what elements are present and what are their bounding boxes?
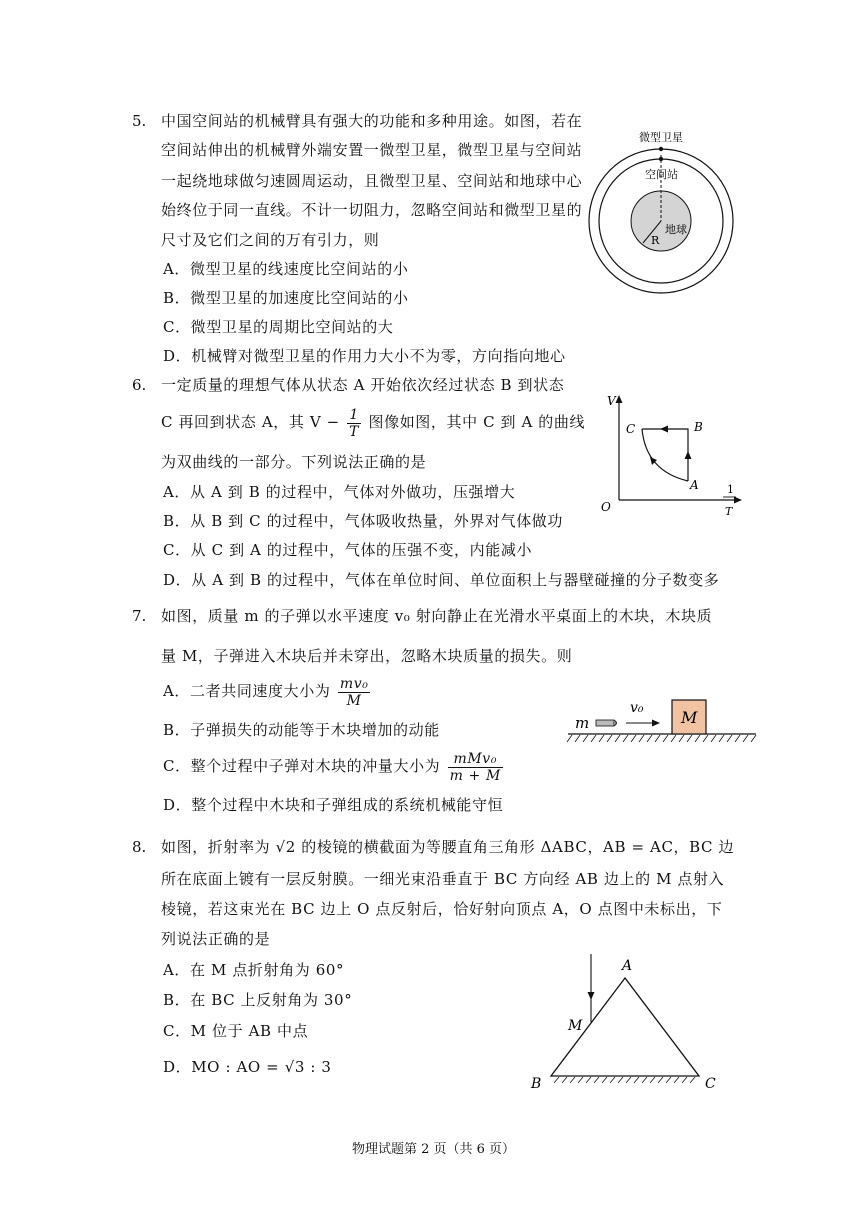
q6-line-2b: 图像如图，其中 C 到 A 的曲线 (368, 413, 586, 431)
q6-origin-o: O (601, 500, 611, 514)
q5-label-earth: 地球 (665, 223, 687, 236)
q5-label-radius: R (651, 234, 660, 247)
q7-label-block-m: M (681, 708, 698, 727)
q5-line-3: 一起绕地球做匀速圆周运动，且微型卫星、空间站和地球中心 (161, 172, 583, 190)
q6-option-d: D．从 A 到 B 的过程中，气体在单位时间、单位面积上与器壁碰撞的分子数变多 (163, 571, 720, 589)
q7-option-c: C．整个过程中子弹对木块的冲量大小为 $\frac{\text{mMv₀}}{m + M}$ (163, 750, 501, 784)
q8-point-m: M (568, 1018, 583, 1034)
q6-inverse-t-fraction: $\frac{1}{T}$ (349, 406, 360, 440)
q6-option-b: B．从 B 到 C 的过程中，气体吸收热量，外界对气体做功 (163, 512, 563, 530)
q8-line-4: 列说法正确的是 (161, 930, 271, 948)
q6-option-c: C．从 C 到 A 的过程中，气体的压强不变，内能减小 (163, 541, 533, 559)
q8-vertex-a: A (622, 958, 633, 974)
q8-vertex-b: B (531, 1076, 542, 1092)
q5-option-c: C．微型卫星的周期比空间站的大 (163, 318, 394, 336)
q6-axis-x-numerator: 1 (727, 483, 734, 496)
q5-number: 5. (132, 112, 147, 130)
q5-label-station: 空间站 (645, 168, 678, 181)
q8-option-a: A．在 M 点折射角为 60° (163, 961, 345, 979)
q6-point-b: B (694, 420, 703, 434)
q5-orbit-figure (585, 125, 745, 305)
q6-axis-x-denominator: T (725, 505, 733, 518)
q7-option-b: B．子弹损失的动能等于木块增加的动能 (163, 721, 440, 739)
q5-label-satellite: 微型卫星 (639, 131, 683, 144)
q8-number: 8. (132, 838, 147, 856)
q5-option-d: D．机械臂对微型卫星的作用力大小不为零，方向指向地心 (163, 347, 566, 365)
page-footer: 物理试题第 2 页（共 6 页） (351, 1142, 516, 1157)
q7-label-m: m (575, 714, 590, 732)
q6-axis-v: V (607, 394, 616, 408)
q7-number: 7. (132, 607, 147, 625)
q5-option-a: A．微型卫星的线速度比空间站的小 (163, 260, 409, 278)
q6-option-a: A．从 A 到 B 的过程中，气体对外做功，压强增大 (163, 483, 516, 501)
q8-vertex-c: C (705, 1076, 716, 1092)
q6-line-2a: C 再回到状态 A，其 V − (161, 413, 340, 431)
q6-line-1: 一定质量的理想气体从状态 A 开始依次经过状态 B 到状态 (161, 376, 565, 394)
q6-line-3: 为双曲线的一部分。下列说法正确的是 (161, 453, 427, 471)
q7-option-c-fraction: $\frac{\text{mMv₀}}{m + M}$ (449, 750, 501, 784)
q5-line-5: 尺寸及它们之间的万有引力，则 (161, 231, 380, 249)
q6-point-a: A (690, 478, 699, 492)
q5-option-b: B．微型卫星的加速度比空间站的小 (163, 289, 409, 307)
q7-label-v0: v₀ (630, 700, 644, 716)
q5-line-2: 空间站伸出的机械臂外端安置一微型卫星，微型卫星与空间站 (161, 141, 583, 159)
q6-vt-graph (596, 393, 746, 521)
q7-option-a: A．二者共同速度大小为 $\frac{\text{mv₀}}{M}$ (163, 675, 369, 709)
q8-option-b: B．在 BC 上反射角为 30° (163, 991, 353, 1009)
q5-line-4: 始终位于同一直线。不计一切阻力，忽略空间站和微型卫星的 (161, 201, 583, 219)
q8-option-d: D．MO : AO = √3 : 3 (163, 1058, 332, 1076)
q7-option-a-fraction: $\frac{\text{mv₀}}{M}$ (339, 675, 369, 709)
q8-option-c: C．M 位于 AB 中点 (163, 1022, 309, 1040)
q5-line-1: 中国空间站的机械臂具有强大的功能和多种用途。如图，若在 (161, 112, 583, 130)
q8-prism-figure (525, 950, 725, 1092)
q7-bullet-block-figure (566, 690, 760, 750)
q6-line-2 (161, 405, 585, 440)
q7-option-d: D．整个过程中木块和子弹组成的系统机械能守恒 (163, 796, 504, 814)
q6-point-c: C (626, 422, 636, 436)
q6-number: 6. (132, 376, 147, 394)
q8-line-2: 所在底面上镀有一层反射膜。一细光束沿垂直于 BC 方向经 AB 边上的 M 点射入 (161, 870, 725, 888)
q8-line-3: 棱镜，若这束光在 BC 边上 O 点反射后，恰好射向顶点 A，O 点图中未标出，下 (161, 900, 723, 918)
q7-line-1: 如图，质量 m 的子弹以水平速度 v₀ 射向静止在光滑水平桌面上的木块，木块质 (161, 607, 713, 625)
q7-line-2: 量 M，子弹进入木块后并未穿出，忽略木块质量的损失。则 (161, 647, 573, 665)
q8-line-1: 如图，折射率为 √2 的棱镜的横截面为等腰直角三角形 ΔABC，AB = AC，BC 边 (161, 838, 735, 856)
